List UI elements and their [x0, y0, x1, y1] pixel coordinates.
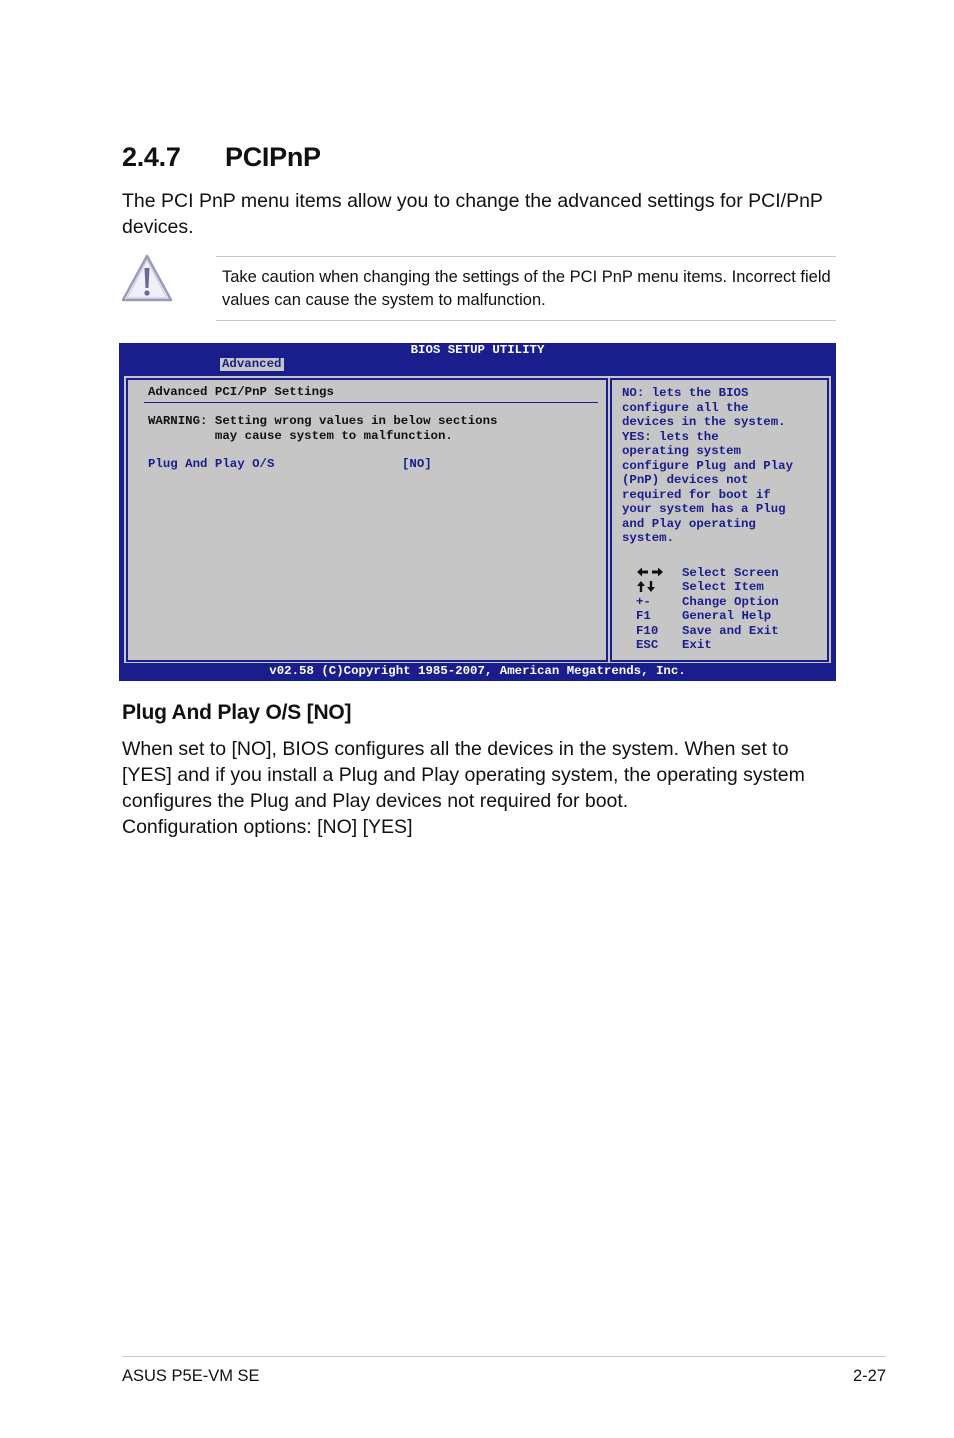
- key-desc-select-item: Select Item: [682, 580, 764, 595]
- caution-text: Take caution when changing the settings of the PCI PnP menu items. Incorrect field values can cause the system to malfunction.: [222, 268, 831, 309]
- subsection-line-2: [YES] and if you install a Plug and Play operating system, the operating system: [122, 764, 805, 786]
- key-legend: [636, 566, 826, 652]
- key-f1: F1: [636, 609, 651, 624]
- warning-line-2: may cause system to malfunction.: [148, 428, 453, 443]
- settings-pane: [126, 378, 608, 662]
- help-text: NO: lets the BIOS configure all the devices in the system. YES: lets the operating system configure Plug and Play (PnP) devices not required for boot if your system has a Plug and Play operating system.: [622, 386, 794, 545]
- key-row: [636, 595, 826, 609]
- subsection-text: [122, 736, 842, 840]
- key-desc-exit: Exit: [682, 637, 712, 652]
- section-name: PCIPnP: [225, 142, 321, 172]
- settings-heading: Advanced PCI/PnP Settings: [148, 385, 334, 399]
- subsection-line-1: When set to [NO], BIOS configures all the devices in the system. When set to: [122, 738, 789, 760]
- help-pane: [610, 378, 829, 662]
- key-row: [636, 638, 826, 652]
- bios-body: [124, 376, 831, 663]
- caution-icon: [120, 253, 174, 303]
- tab-advanced[interactable]: Advanced: [222, 357, 282, 371]
- key-plus-minus: +-: [636, 594, 651, 609]
- key-row: [636, 624, 826, 638]
- footer-product-name: ASUS P5E-VM SE: [122, 1367, 260, 1385]
- key-desc-general-help: General Help: [682, 609, 772, 624]
- key-row: [636, 580, 826, 594]
- bios-copyright: v02.58 (C)Copyright 1985-2007, American Megatrends, Inc.: [269, 664, 686, 678]
- key-row: [636, 566, 826, 580]
- key-esc: ESC: [636, 637, 659, 652]
- key-f10: F10: [636, 623, 659, 638]
- key-desc-change-option: Change Option: [682, 594, 779, 609]
- footer-divider: [122, 1356, 886, 1357]
- bios-title: BIOS SETUP UTILITY: [410, 343, 545, 357]
- intro-paragraph: The PCI PnP menu items allow you to change the advanced settings for PCI/PnP devices.: [122, 190, 823, 238]
- heading-divider: [144, 402, 598, 403]
- configuration-options: Configuration options: [NO] [YES]: [122, 816, 413, 838]
- section-title: [122, 142, 321, 173]
- key-desc-save-exit: Save and Exit: [682, 623, 779, 638]
- subsection-line-3: configures the Plug and Play devices not required for boot.: [122, 790, 629, 812]
- caution-box: [216, 256, 836, 321]
- plug-and-play-os-value[interactable]: [NO]: [402, 457, 432, 471]
- page-number: 2-27: [852, 1367, 886, 1385]
- section-number: 2.4.7: [122, 142, 181, 172]
- key-row: [636, 609, 826, 623]
- warning-text: [148, 414, 497, 443]
- bios-screen: [119, 343, 836, 681]
- key-desc-select-screen: Select Screen: [682, 566, 779, 580]
- subsection-title: Plug And Play O/S [NO]: [122, 701, 352, 724]
- plug-and-play-os-item[interactable]: Plug And Play O/S: [148, 457, 275, 471]
- warning-line-1: WARNING: Setting wrong values in below sections: [148, 414, 498, 428]
